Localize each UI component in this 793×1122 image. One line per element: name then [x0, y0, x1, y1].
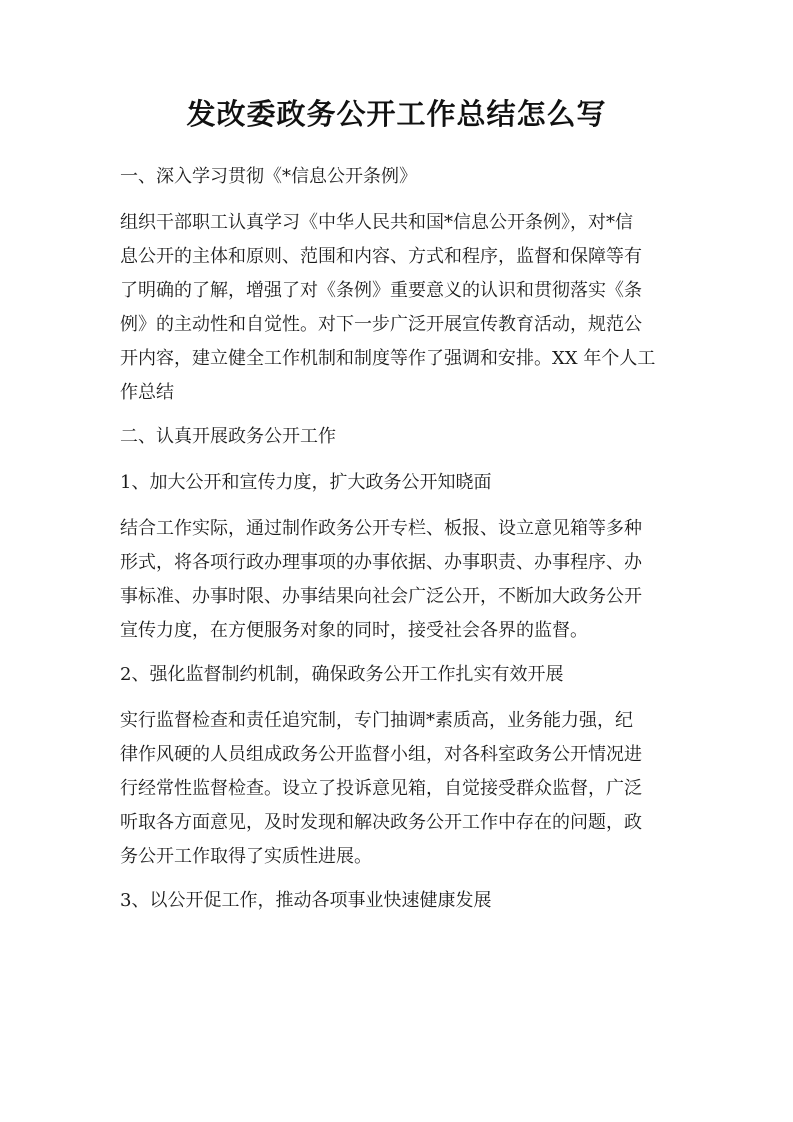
- paragraph-1: [120, 206, 680, 410]
- section-heading-2: [120, 420, 680, 454]
- paragraph-line: 行经常性监督检查。设立了投诉意见箱，自觉接受群众监督，广泛: [120, 778, 642, 799]
- heading-line: 二、认真开展政务公开工作: [120, 426, 336, 447]
- paragraph-line: 形式，将各项行政办理事项的办事依据、办事职责、办事程序、办: [120, 552, 642, 573]
- paragraph-line: 务公开工作取得了实质性进展。: [120, 846, 372, 867]
- paragraph-line: 例》的主动性和自觉性。对下一步广泛开展宣传教育活动，规范公: [120, 314, 642, 335]
- paragraph-line: 开内容，建立健全工作机制和制度等作了强调和安排。XX 年个人工: [120, 348, 656, 369]
- heading-line: 一、深入学习贯彻《*信息公开条例》: [120, 166, 417, 187]
- paragraph-line: 事标准、办事时限、办事结果向社会广泛公开，不断加大政务公开: [120, 586, 642, 607]
- paragraph-line: 宣传力度，在方便服务对象的同时，接受社会各界的监督。: [120, 620, 588, 641]
- subsection-heading-1: [120, 466, 680, 500]
- heading-line: 1、加大公开和宣传力度，扩大政务公开知晓面: [120, 472, 492, 493]
- heading-line: 2、强化监督制约机制，确保政务公开工作扎实有效开展: [120, 664, 564, 685]
- paragraph-line: 结合工作实际，通过制作政务公开专栏、板报、设立意见箱等多种: [120, 518, 642, 539]
- subsection-heading-3: [120, 884, 680, 918]
- paragraph-line: 实行监督检查和责任追究制，专门抽调*素质高，业务能力强，纪: [120, 710, 633, 731]
- paragraph-line: 组织干部职工认真学习《中华人民共和国*信息公开条例》，对*信: [120, 212, 633, 233]
- section-heading-1: [120, 160, 680, 194]
- document-body: [120, 160, 680, 930]
- paragraph-line: 息公开的主体和原则、范围和内容、方式和程序，监督和保障等有: [120, 246, 642, 267]
- paragraph-3: [120, 704, 680, 874]
- document-title: 发改委政务公开工作总结怎么写: [186, 97, 607, 131]
- paragraph-line: 作总结: [120, 382, 174, 403]
- paragraph-line: 了明确的了解，增强了对《条例》重要意义的认识和贯彻落实《条: [120, 280, 642, 301]
- subsection-heading-2: [120, 658, 680, 692]
- paragraph-line: 听取各方面意见，及时发现和解决政务公开工作中存在的问题，政: [120, 812, 642, 833]
- paragraph-line: 律作风硬的人员组成政务公开监督小组，对各科室政务公开情况进: [120, 744, 642, 765]
- paragraph-2: [120, 512, 680, 648]
- heading-line: 3、以公开促工作，推动各项事业快速健康发展: [120, 890, 492, 911]
